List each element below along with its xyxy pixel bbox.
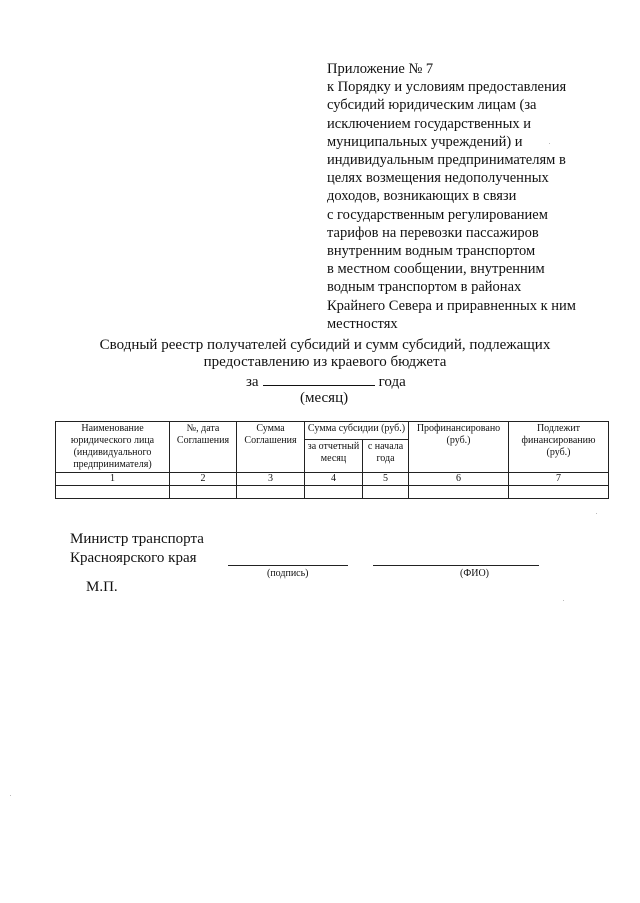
appendix-text-line: целях возмещения недополученных (327, 170, 549, 187)
table-number-row (56, 473, 609, 486)
appendix-text-line: субсидий юридическим лицам (за (327, 97, 537, 114)
header-subsidy-sum: Сумма субсидии (руб.) (305, 422, 409, 440)
column-number: 7 (509, 473, 609, 486)
title-line-2: предоставлению из краевого бюджета (203, 354, 447, 370)
table-cell[interactable] (170, 486, 237, 499)
full-name-label: (ФИО) (460, 568, 490, 579)
signatory-position-line-2: Красноярского края (70, 549, 197, 566)
stamp-place: М.П. (86, 579, 118, 595)
period-note: (месяц) (300, 390, 349, 406)
table-header-row (56, 422, 609, 440)
appendix-header (327, 60, 627, 333)
period-blank-field[interactable] (263, 372, 375, 386)
title-line-1: Сводный реестр получателей субсидий и сумм субсидий, подлежащих (99, 337, 551, 353)
header-subsidy-period: за отчетный месяц (305, 440, 363, 473)
appendix-text-line: исключением государственных и (327, 115, 531, 132)
period-row (246, 372, 406, 391)
appendix-text-line: внутренним водным транспортом (327, 243, 536, 260)
table-cell[interactable] (409, 486, 509, 499)
table-cell[interactable] (56, 486, 170, 499)
column-number: 5 (363, 473, 409, 486)
column-number: 1 (56, 473, 170, 486)
appendix-text-line: с государственным регулированием (327, 206, 548, 223)
document-title (60, 337, 590, 371)
scan-speck (10, 795, 11, 796)
appendix-text-line: местностях (327, 315, 398, 332)
appendix-text-line: водным транспортом в районах (327, 279, 522, 296)
appendix-text-line: доходов, возникающих в связи (327, 188, 517, 205)
header-agreement: №, дата Соглашения (170, 422, 237, 473)
header-name: Наименование юридического лица (индивидуального предпринимателя) (56, 422, 170, 473)
table-cell[interactable] (363, 486, 409, 499)
header-subsidy-ytd: с начала года (363, 440, 409, 473)
appendix-text-line: муниципальных учреждений) и (327, 133, 523, 150)
registry-table (55, 421, 609, 499)
appendix-number: Приложение № 7 (327, 61, 434, 77)
header-to-finance: Подлежит финансированию (руб.) (509, 422, 609, 473)
header-financed: Профинансировано (руб.) (409, 422, 509, 473)
scan-speck (596, 513, 597, 514)
table-row (56, 486, 609, 499)
column-number: 4 (305, 473, 363, 486)
signature-label: (подпись) (267, 568, 309, 579)
appendix-text-line: Крайнего Севера и приравненных к ним (327, 297, 576, 314)
table-cell[interactable] (305, 486, 363, 499)
appendix-text-line: тарифов на перевозки пассажиров (327, 224, 539, 241)
table-cell[interactable] (509, 486, 609, 499)
period-prefix: за (246, 374, 259, 390)
scan-speck (549, 143, 550, 144)
appendix-text-line: индивидуальным предпринимателям в (327, 152, 566, 169)
scan-speck (563, 600, 564, 601)
column-number: 6 (409, 473, 509, 486)
appendix-text-line: к Порядку и условиям предоставления (327, 79, 567, 96)
appendix-text-line: в местном сообщении, внутренним (327, 261, 545, 278)
header-agreement-sum: Сумма Соглашения (237, 422, 305, 473)
full-name-line[interactable] (373, 565, 539, 566)
table-cell[interactable] (237, 486, 305, 499)
signatory-position-line-1: Министр транспорта (70, 531, 204, 547)
column-number: 3 (237, 473, 305, 486)
column-number: 2 (170, 473, 237, 486)
period-suffix: года (378, 374, 406, 390)
signature-line[interactable] (228, 565, 348, 566)
signature-block (70, 530, 204, 567)
